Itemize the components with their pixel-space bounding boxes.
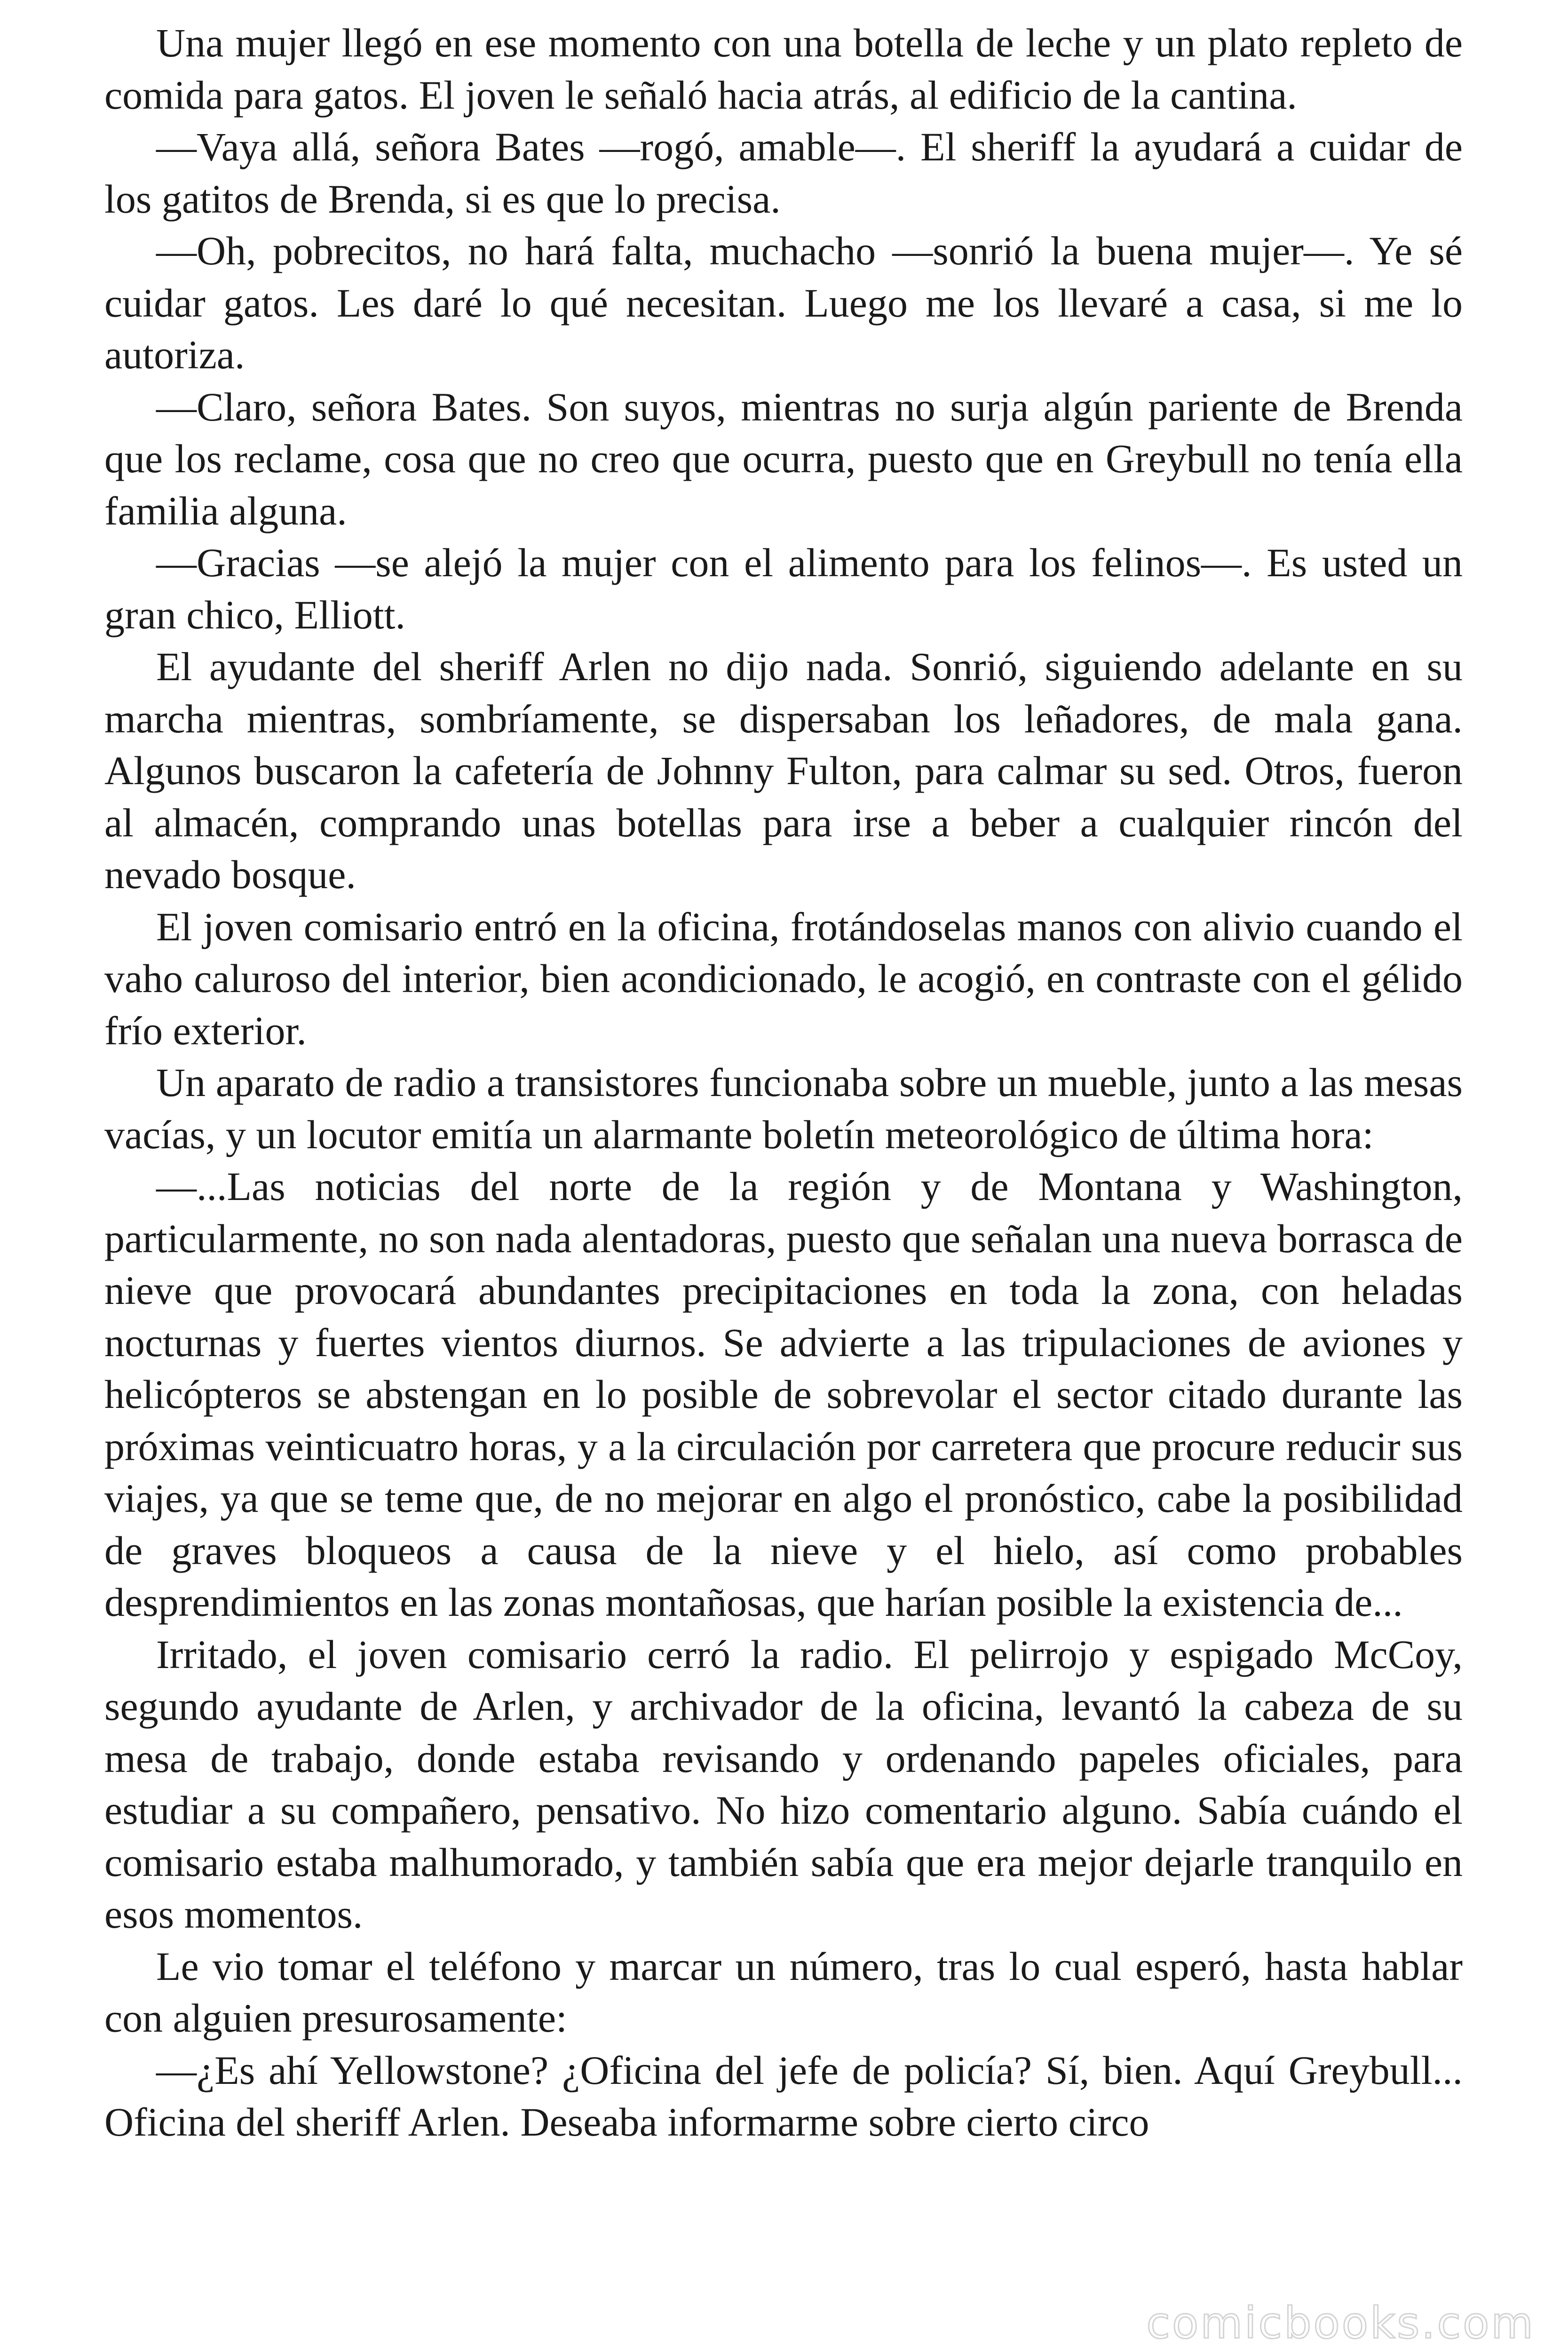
paragraph-9: —...Las noticias del norte de la región y de Montana y Washington, particularmente, no son nada alentadoras, puesto que señalan una nueva borrasca de nieve que provocará abundantes precipitaciones en toda la zona, con heladas nocturnas y fuertes vientos diurnos. Se advierte a las tripulaciones de aviones y helicópteros se abstengan en lo posible de sobrevolar el sector citado durante las próximas veinticuatro horas, y a la circulación por carretera que procure reducir sus viajes, ya que se teme que, de no mejorar en algo el pronóstico, cabe la posibilidad de graves bloqueos a causa de la nieve y el hielo, así como probables desprendimientos en las zonas montañosas, que harían posible la existencia de... — [104, 1164, 1463, 1625]
paragraph-10: Irritado, el joven comisario cerró la radio. El pelirrojo y espigado McCoy, segundo ayudante de Arlen, y archivador de la oficina, levantó la cabeza de su mesa de trabajo, donde estaba revisando y ordenando papeles oficiales, para estudiar a su compañero, pensativo. No hizo comentario alguno. Sabía cuándo el comisario estaba malhumorado, y también sabía que era mejor dejarle tranquilo en esos momentos. — [104, 1631, 1463, 1937]
paragraph-3: —Oh, pobrecitos, no hará falta, muchacho —sonrió la buena mujer—. Ye sé cuidar gatos. Les daré lo qué necesitan. Luego me los llevaré a casa, si me lo autoriza. — [104, 228, 1463, 377]
paragraph-11: Le vio tomar el teléfono y marcar un número, tras lo cual esperó, hasta hablar con alguien presurosamente: — [104, 1943, 1463, 2041]
paragraph-6: El ayudante del sheriff Arlen no dijo nada. Sonrió, siguiendo adelante en su marcha mientras, sombríamente, se dispersaban los leñadores, de mala gana. Algunos buscaron la cafetería de Johnny Fulton, para calmar su sed. Otros, fueron al almacén, comprando unas botellas para irse a beber a cualquier rincón del nevado bosque. — [104, 644, 1463, 897]
paragraph-1: Una mujer llegó en ese momento con una botella de leche y un plato repleto de comida para gatos. El joven le señaló hacia atrás, al edificio de la cantina. — [104, 20, 1463, 118]
watermark: comicbooks.com — [1146, 2298, 1535, 2348]
paragraph-2: —Vaya allá, señora Bates —rogó, amable—. El sheriff la ayudará a cuidar de los gatitos de Brenda, si es que lo precisa. — [104, 124, 1463, 222]
page-body — [104, 17, 1463, 2148]
paragraph-5: —Gracias —se alejó la mujer con el alimento para los felinos—. Es usted un gran chico, Elliott. — [104, 540, 1463, 637]
paragraph-8: Un aparato de radio a transistores funcionaba sobre un mueble, junto a las mesas vacías, y un locutor emitía un alarmante boletín meteorológico de última hora: — [104, 1060, 1463, 1157]
paragraph-7: El joven comisario entró en la oficina, frotándoselas manos con alivio cuando el vaho caluroso del interior, bien acondicionado, le acogió, en contraste con el gélido frío exterior. — [104, 904, 1463, 1053]
paragraph-12: —¿Es ahí Yellowstone? ¿Oficina del jefe de policía? Sí, bien. Aquí Greybull... Oficina del sheriff Arlen. Deseaba informarme sobre cierto circo — [104, 2047, 1463, 2145]
paragraph-4: —Claro, señora Bates. Son suyos, mientras no surja algún pariente de Brenda que los reclame, cosa que no creo que ocurra, puesto que en Greybull no tenía ella familia alguna. — [104, 384, 1463, 533]
